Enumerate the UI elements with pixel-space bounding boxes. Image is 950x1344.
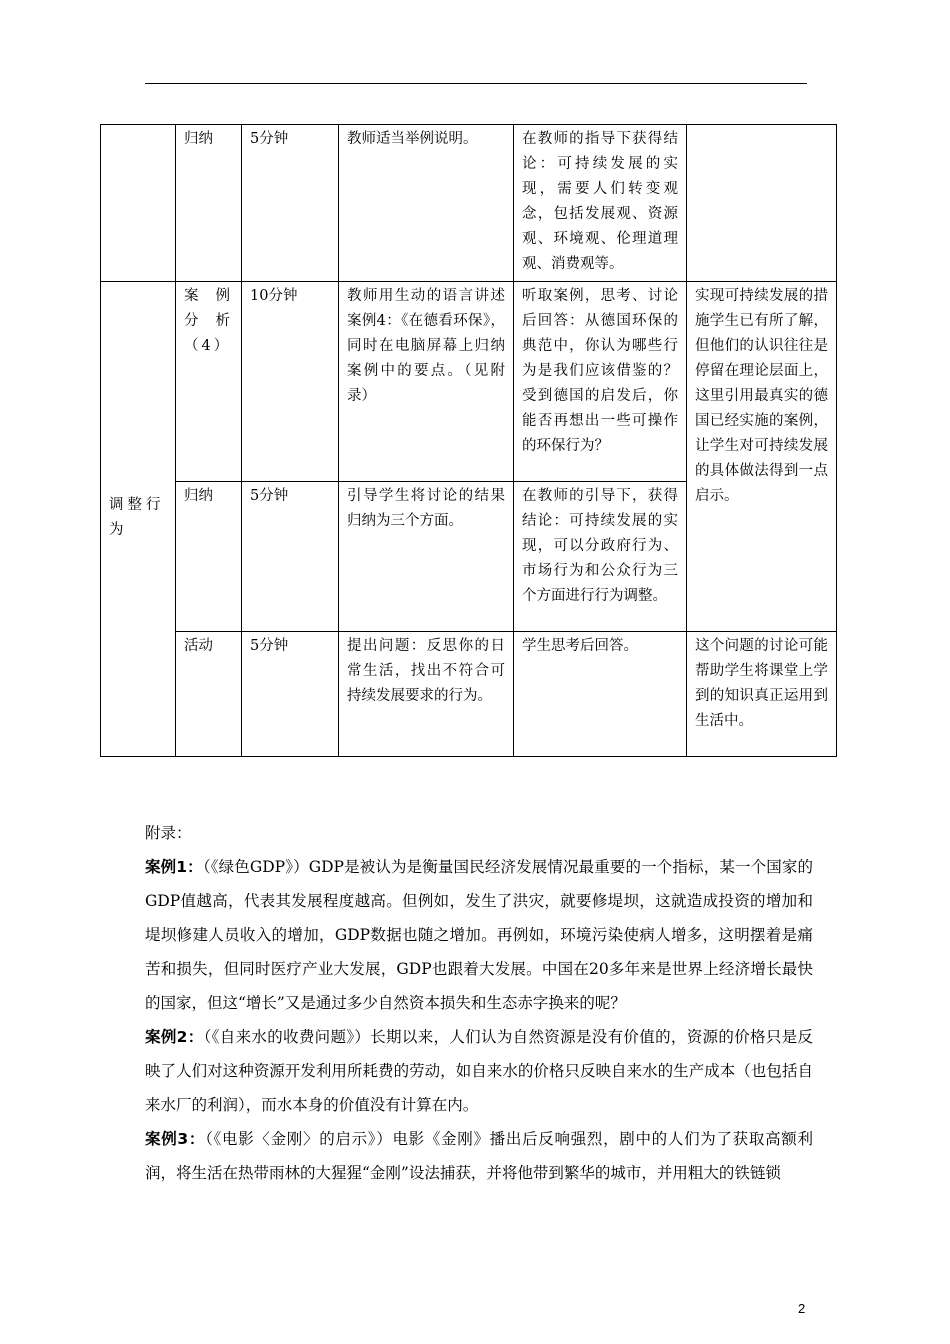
- case-1-label: 案例1：: [145, 858, 203, 876]
- teacher-activity-cell: 引导学生将讨论的结果归纳为三个方面。: [339, 482, 514, 632]
- case-2-paragraph: [145, 1020, 813, 1122]
- student-activity-cell: 在教师的引导下，获得结论：可持续发展的实现，可以分政府行为、市场行为和公众行为三个方面进行行为调整。: [514, 482, 687, 632]
- case-2-label: 案例2：: [145, 1028, 204, 1046]
- case-3-text: （《电影〈金刚〉的启示》）电影《金刚》播出后反响强烈，剧中的人们为了获取高额利润，将生活在热带雨林的大猩猩“金刚”设法捕获，并将他带到繁华的城市，并用粗大的铁链锁: [145, 1130, 813, 1182]
- case-1-paragraph: [145, 850, 813, 1020]
- page-number: 2: [798, 1301, 806, 1316]
- time-cell: 10分钟: [242, 282, 339, 482]
- appendix: [145, 816, 813, 1190]
- step-cell: 归纳: [176, 125, 242, 282]
- case-1-text: （《绿色GDP》）GDP是被认为是衡量国民经济发展情况最重要的一个指标，某一个国家的GDP值越高，代表其发展程度越高。但例如，发生了洪灾，就要修堤坝，这就造成投资的增加和堤坝修建人员收入的增加，GDP数据也随之增加。再例如，环境污染使病人增多，这明摆着是痛苦和损失，但同时医疗产业大发展，GDP也跟着大发展。中国在20多年来是世界上经济增长最快的国家，但这“增长”又是通过多少自然资本损失和生态赤字换来的呢？: [145, 858, 813, 1012]
- header-rule: [145, 83, 807, 84]
- step-cell: 活动: [176, 632, 242, 757]
- purpose-cell: 实现可持续发展的措施学生已有所了解，但他们的认识往往是停留在理论层面上，这里引用最真实的德国已经实施的案例，让学生对可持续发展的具体做法得到一点启示。: [687, 282, 837, 632]
- teacher-activity-cell: 提出问题：反思你的日常生活，找出不符合可持续发展要求的行为。: [339, 632, 514, 757]
- table-row: [101, 125, 837, 282]
- table-row: [101, 282, 837, 482]
- purpose-cell: 这个问题的讨论可能帮助学生将课堂上学到的知识真正运用到生活中。: [687, 632, 837, 757]
- time-cell: 5分钟: [242, 632, 339, 757]
- student-activity-cell: 听取案例，思考、讨论后回答：从德国环保的典范中，你认为哪些行为是我们应该借鉴的？受到德国的启发后，你能否再想出一些可操作的环保行为？: [514, 282, 687, 482]
- teacher-activity-cell: 教师适当举例说明。: [339, 125, 514, 282]
- step-cell: 归纳: [176, 482, 242, 632]
- teacher-activity-cell: 教师用生动的语言讲述案例4：《在德看环保》，同时在电脑屏幕上归纳案例中的要点。（见附录）: [339, 282, 514, 482]
- purpose-cell-empty: [687, 125, 837, 282]
- case-2-text: （《自来水的收费问题》）长期以来，人们认为自然资源是没有价值的，资源的价格只是反映了人们对这种资源开发利用所耗费的劳动，如自来水的价格只反映自来水的生产成本（也包括自来水厂的利润），而水本身的价值没有计算在内。: [145, 1028, 813, 1114]
- case-3-label: 案例3：: [145, 1130, 206, 1148]
- case-3-paragraph: [145, 1122, 813, 1190]
- stage-cell-empty: [101, 125, 176, 282]
- appendix-heading: 附录：: [145, 824, 192, 842]
- student-activity-cell: 在教师的指导下获得结论：可持续发展的实现，需要人们转变观念，包括发展观、资源观、环境观、伦理道理观、消费观等。: [514, 125, 687, 282]
- student-activity-cell: 学生思考后回答。: [514, 632, 687, 757]
- step-cell: 案例分析（4）: [176, 282, 242, 482]
- time-cell: 5分钟: [242, 125, 339, 282]
- lesson-plan-table: [100, 124, 837, 757]
- stage-cell: 调整行为: [101, 282, 176, 757]
- table-row: [101, 632, 837, 757]
- time-cell: 5分钟: [242, 482, 339, 632]
